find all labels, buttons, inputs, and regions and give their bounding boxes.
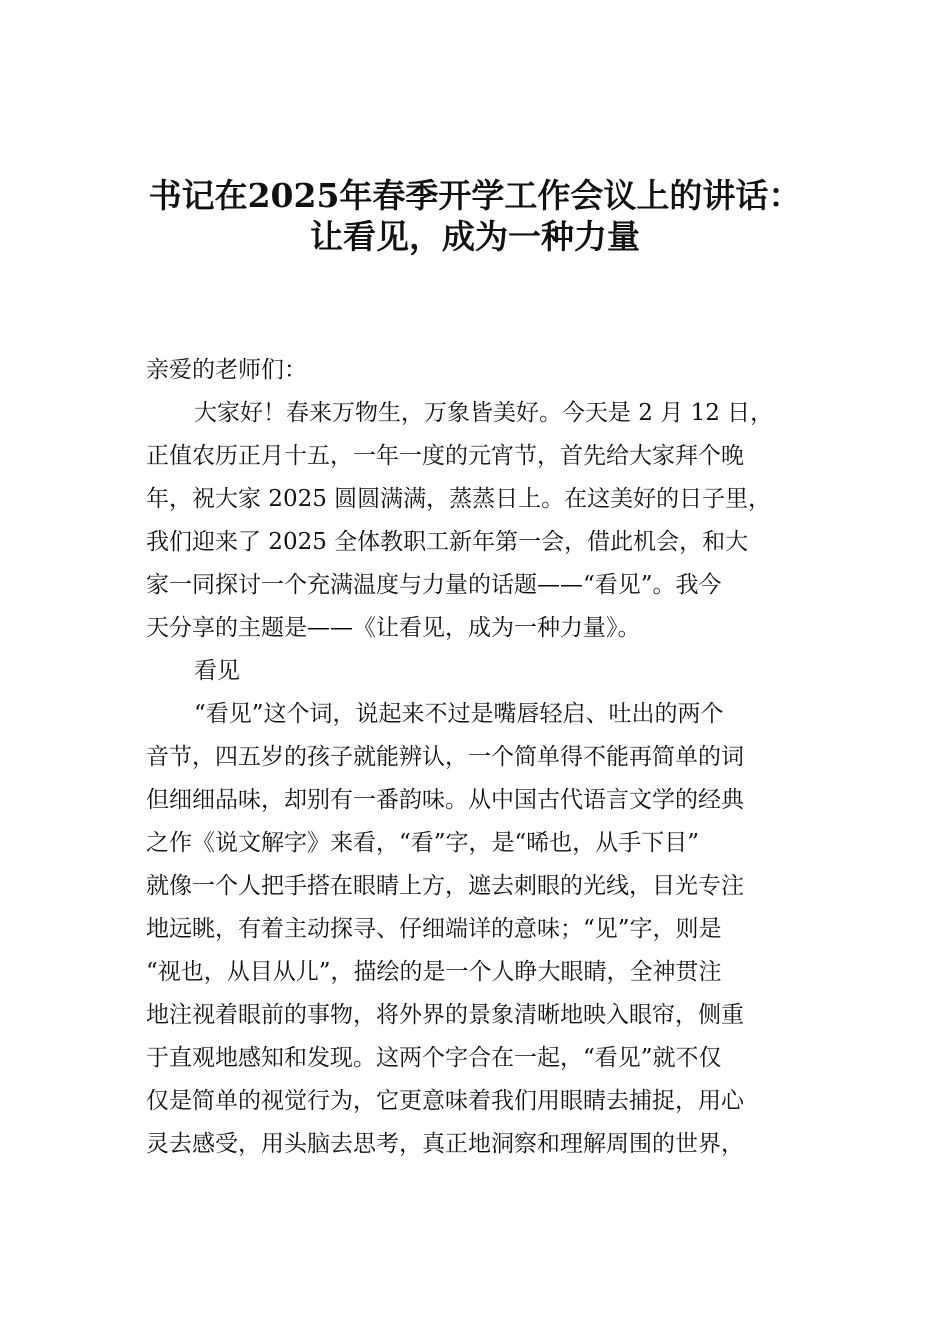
salutation: 亲爱的老师们： bbox=[146, 357, 307, 383]
paragraph-1-line: 我们迎来了 2025 全体教职工新年第一会，借此机会，和大 bbox=[146, 529, 749, 555]
document-title-line-1: 书记在2025年春季开学工作会议上的讲话： bbox=[148, 176, 802, 215]
paragraph-2-line: “视也，从目从儿”，描绘的是一个人睁大眼睛，全神贯注 bbox=[146, 959, 722, 985]
paragraph-1-line: 年，祝大家 2025 圆圆满满，蒸蒸日上。在这美好的日子里， bbox=[146, 486, 772, 512]
paragraph-1-line: 大家好！春来万物生，万象皆美好。今天是 2 月 12 日， bbox=[194, 400, 774, 426]
paragraph-1-line: 正值农历正月十五，一年一度的元宵节，首先给大家拜个晚 bbox=[146, 443, 744, 469]
paragraph-2-line: 就像一个人把手搭在眼睛上方，遮去刺眼的光线，目光专注 bbox=[146, 873, 744, 899]
paragraph-2-line: 于直观地感知和发现。这两个字合在一起，“看见”就不仅 bbox=[146, 1045, 722, 1071]
paragraph-2-line: 之作《说文解字》来看，“看”字，是“晞也，从手下目” bbox=[146, 830, 700, 856]
paragraph-2-line: 音节，四五岁的孩子就能辨认，一个简单得不能再简单的词 bbox=[146, 744, 744, 770]
paragraph-2-line: 地远眺，有着主动探寻、仔细端详的意味；“见”字，则是 bbox=[146, 916, 722, 942]
paragraph-2-line: 灵去感受，用头脑去思考，真正地洞察和理解周围的世界， bbox=[146, 1131, 744, 1157]
paragraph-2-line: 但细细品味，却别有一番韵味。从中国古代语言文学的经典 bbox=[146, 787, 744, 813]
paragraph-2-line: “看见”这个词，说起来不过是嘴唇轻启、吐出的两个 bbox=[194, 701, 724, 727]
paragraph-2-line: 仅是简单的视觉行为，它更意味着我们用眼睛去捕捉，用心 bbox=[146, 1088, 744, 1114]
paragraph-1-line: 家一同探讨一个充满温度与力量的话题——“看见”。我今 bbox=[146, 572, 722, 598]
paragraph-2-line: 地注视着眼前的事物，将外界的景象清晰地映入眼帘，侧重 bbox=[146, 1002, 744, 1028]
paragraph-1-line: 天分享的主题是——《让看见，成为一种力量》。 bbox=[146, 615, 641, 641]
section-heading: 看见 bbox=[194, 658, 240, 684]
document-title-line-2: 让看见，成为一种力量 bbox=[310, 217, 640, 256]
